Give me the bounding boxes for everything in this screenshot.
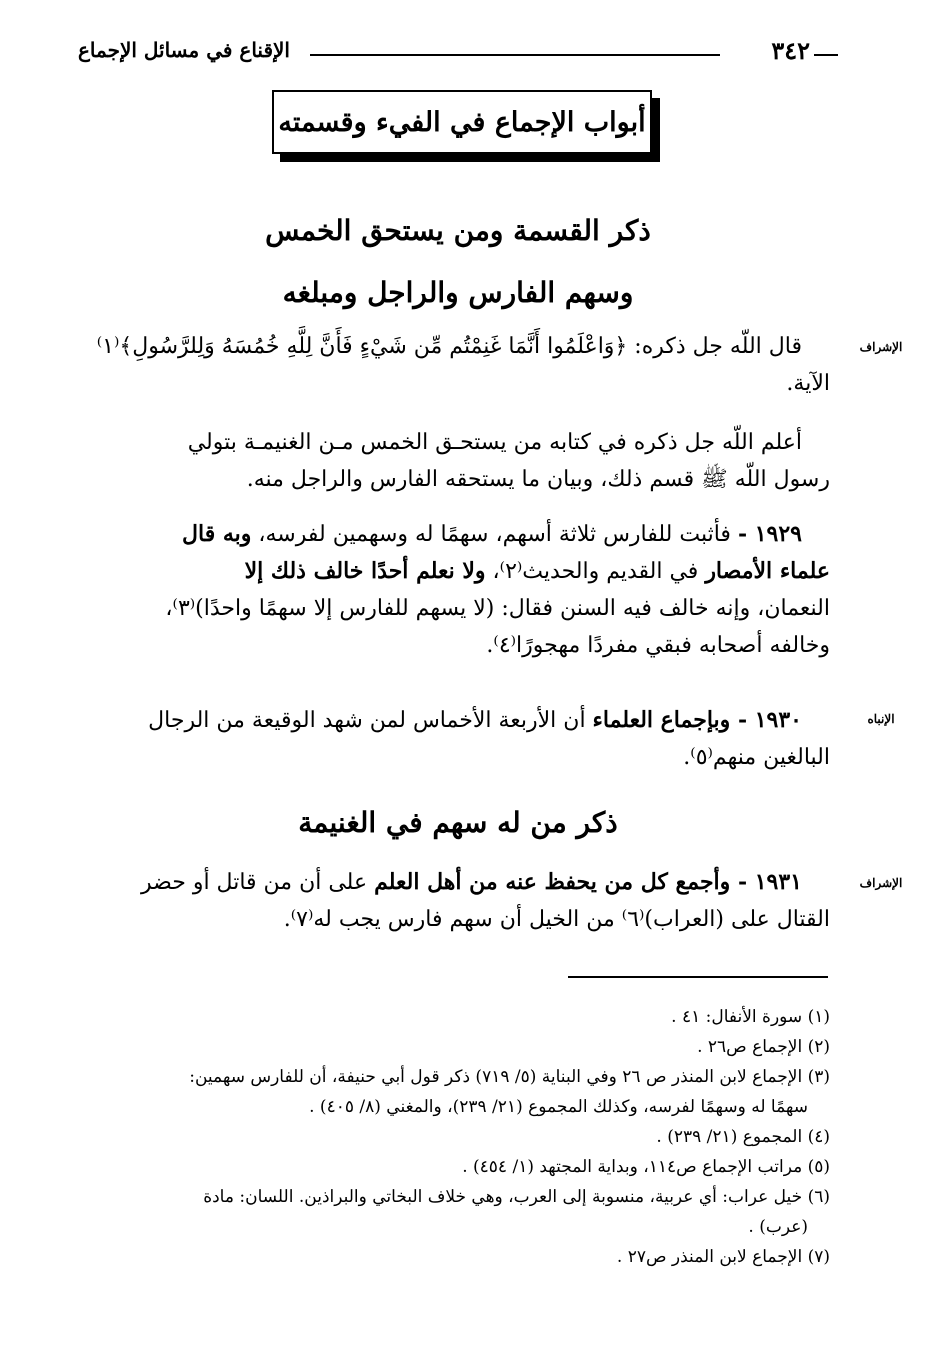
section-heading-2: ذكر من له سهم في الغنيمة [298, 806, 618, 839]
paragraph-1930 [82, 702, 830, 776]
book-title: الإقناع في مسائل الإجماع [78, 38, 290, 62]
footnote-6-continued: (عرب) . [748, 1217, 808, 1237]
margin-source-ishraf: الإشراف [859, 340, 903, 354]
footnote-2: (٢) الإجماع ص٢٦ . [697, 1037, 830, 1057]
footnote-7: (٧) الإجماع لابن المنذر ص٢٧ . [616, 1247, 830, 1267]
paragraph-line [82, 516, 830, 553]
text-run-bold: ١٩٣١ - وأجمع كل من يحفظ عنه من أهل العلم [374, 869, 802, 895]
paragraph-quran-verse [82, 328, 830, 402]
page-number: ٣٤٢ [771, 36, 810, 65]
paragraph-line: القتال على (العراب)⁽٦⁾ من الخيل أن سهم فارس يجب له⁽٧⁾. [283, 907, 830, 932]
paragraph-1929 [82, 516, 830, 664]
paragraph-line [82, 864, 830, 901]
paragraph-line: رسول اللّه ﷺ قسم ذلك، وبيان ما يستحقه الفارس والراجل منه. [246, 467, 830, 492]
text-run-bold: ١٩٣٠ - وبإجماع العلماء [592, 707, 802, 733]
footnote-3: (٣) الإجماع لابن المنذر ص ٢٦ وفي البناية (٥/ ٧١٩) ذكر قول أبي حنيفة، أن للفارس سهمين: [189, 1067, 830, 1087]
text-run: على أن من قاتل أو حضر [141, 870, 375, 895]
section-heading-1b: وسهم الفارس والراجل ومبلغه [282, 276, 634, 309]
section-heading-1: ذكر القسمة ومن يستحق الخمس [265, 214, 651, 247]
paragraph-line: أعلم اللّه جل ذكره في كتابه من يستحـق الخمس مـن الغنيمـة بتولي [187, 430, 802, 455]
header-rule [310, 54, 720, 56]
footnotes [82, 1002, 830, 1272]
text-run: أن الأربعة الأخماس لمن شهد الوقيعة من الرجال [148, 708, 593, 733]
margin-source-ishraf-2: الإشراف [859, 876, 903, 890]
margin-source-inbah: الإنباه [867, 712, 895, 726]
text-run-bold: ولا نعلم أحدًا خالف ذلك إلا [244, 558, 486, 584]
footnote-1: (١) سورة الأنفال: ٤١ . [671, 1007, 830, 1027]
text-run-bold: وبه قال [182, 521, 252, 547]
paragraph-line [82, 702, 830, 739]
paragraph-line: قال اللّه جل ذكره: ﴿وَاعْلَمُوا أَنَّمَا غَنِمْتُم مِّن شَيْءٍ فَأَنَّ لِلَّهِ خُمُسَهُ وَلِلرَّسُولِ﴾⁽١⁾ [96, 334, 802, 359]
text-run: في القديم والحديث⁽٢⁾، [485, 559, 706, 584]
paragraph-line: الآية. [786, 371, 830, 396]
text-run-bold: علماء الأمصار [705, 558, 830, 584]
paragraph-intro [82, 424, 830, 498]
footnote-6: (٦) خيل عراب: أي عربية، منسوبة إلى العرب، وهي خلاف البخاتي والبراذين. اللسان: مادة [203, 1187, 830, 1207]
footnote-3-continued: سهمًا له وسهمًا لفرسه، وكذلك المجموع (٢١/ ٢٣٩)، والمغني (٨/ ٤٠٥) . [309, 1097, 808, 1117]
entry-number: ١٩٢٩ - [737, 521, 802, 547]
paragraph-line: النعمان، وإنه خالف فيه السنن فقال: (لا يسهم للفارس إلا سهمًا واحدًا)⁽٣⁾، [165, 596, 830, 621]
footnote-5: (٥) مراتب الإجماع ص١١٤، وبداية المجتهد (١/ ٤٥٤) . [462, 1157, 830, 1177]
paragraph-line [82, 553, 830, 590]
paragraph-1931 [82, 864, 830, 938]
footnote-4: (٤) المجموع (٢١/ ٢٣٩) . [656, 1127, 830, 1147]
footnote-divider [568, 976, 828, 978]
text-run: فأثبت للفارس ثلاثة أسهم، سهمًا له وسهمين لفرسه، [251, 522, 738, 547]
page-header [78, 34, 838, 70]
paragraph-line: وخالفه أصحابه فبقي مفردًا مهجورًا⁽٤⁾. [486, 633, 830, 658]
header-dash [814, 54, 838, 56]
paragraph-line: البالغين منهم⁽٥⁾. [683, 745, 830, 770]
chapter-title-box: أبواب الإجماع في الفيء وقسمته [272, 90, 652, 154]
